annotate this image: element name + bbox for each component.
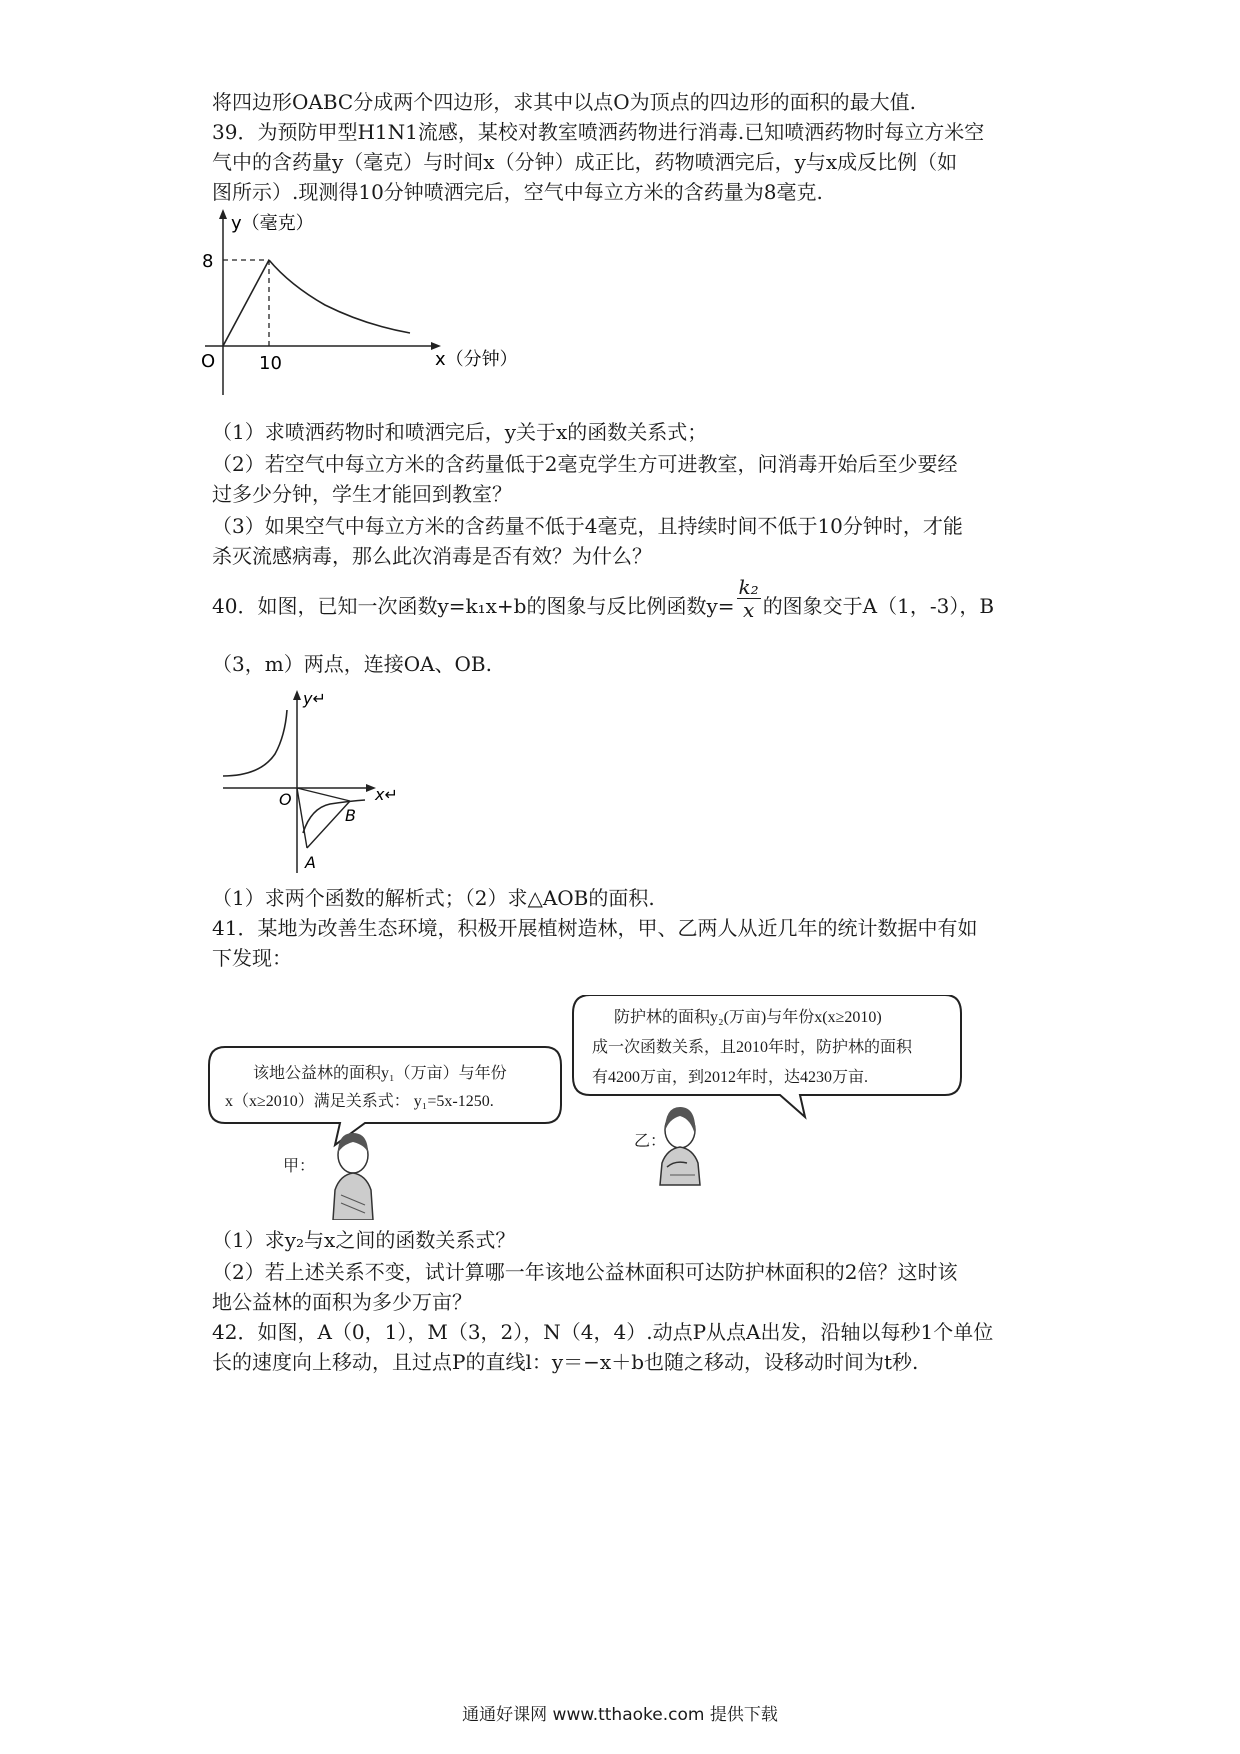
question-41-line-1: 41．某地为改善生态环境，积极开展植树造林，甲、乙两人从近几年的统计数据中有如 xyxy=(212,916,978,940)
x-axis-label: x↵ xyxy=(375,785,398,804)
question-42-line-2: 长的速度向上移动，且过点P的直线l：y＝−x＋b也随之移动，设移动时间为t秒. xyxy=(212,1350,919,1374)
x-tick-10: 10 xyxy=(259,353,282,374)
question-39-part-3b: 杀灭流感病毒，那么此次消毒是否有效？为什么？ xyxy=(212,544,652,568)
question-42-line-1: 42．如图，A（0，1），M（3，2），N（4，4）.动点P从点A出发，沿轴以每秒1个单位 xyxy=(212,1320,994,1344)
point-b-label: B xyxy=(345,806,356,825)
question-39-line-3: 图所示）.现测得10分钟喷洒完后，空气中每立方米的含药量为8毫克. xyxy=(212,180,823,204)
segment-oa xyxy=(297,788,307,848)
y-axis-label: y（毫克） xyxy=(231,213,314,234)
bubble-jia-line-1: 该地公益林的面积y₁（万亩）与年份 xyxy=(253,1065,507,1082)
hyperbola-branch-upper xyxy=(223,710,287,776)
bubble-yi-line-1: 防护林的面积y₂(万亩)与年份x(x≥2010) xyxy=(614,1009,882,1026)
bubble-yi-line-2: 成一次函数关系，且2010年时，防护林的面积 xyxy=(592,1039,913,1056)
question-39-part-2b: 过多少分钟，学生才能回到教室？ xyxy=(212,482,512,506)
question-39-line-2: 气中的含药量y（毫克）与时间x（分钟）成正比，药物喷洒完后，y与x成反比例（如 xyxy=(212,150,958,174)
text-line: 将四边形OABC分成两个四边形，求其中以点O为顶点的四边形的面积的最大值. xyxy=(212,90,916,114)
segment-ab xyxy=(307,801,350,848)
figure-39-graph xyxy=(195,205,595,415)
x-axis-label: x（分钟） xyxy=(435,349,518,370)
bubble-yi-line-3: 有4200万亩，到2012年时，达4230万亩. xyxy=(592,1069,869,1086)
bubble-jia-line-2: x（x≥2010）满足关系式： y₁=5x-1250. xyxy=(225,1093,494,1110)
segment-ob xyxy=(297,788,350,801)
origin-label: O xyxy=(201,351,216,372)
fraction-numerator: k₂ xyxy=(738,575,759,599)
fraction-denominator: x xyxy=(742,598,755,622)
question-41-part-2a: （2）若上述关系不变，试计算哪一年该地公益林面积可达防护林面积的2倍？这时该 xyxy=(212,1260,958,1284)
proportional-segment xyxy=(223,260,269,346)
question-40-text-a: 40．如图，已知一次函数y=k₁x+b的图象与反比例函数y= xyxy=(212,594,735,618)
question-40-parts: （1）求两个函数的解析式；（2）求△AOB的面积. xyxy=(212,886,655,910)
y-axis-arrow xyxy=(219,209,227,219)
girl-jia-illustration xyxy=(333,1133,373,1220)
question-41-part-1: （1）求y₂与x之间的函数关系式？ xyxy=(212,1228,516,1252)
question-40-text-b: 的图象交于A（1，-3），B xyxy=(762,594,995,618)
speaker-jia-label: 甲： xyxy=(283,1156,316,1175)
origin-label: O xyxy=(279,790,292,809)
footer-download-note: 通通好课网 www.tthaoke.com 提供下载 xyxy=(462,1705,778,1725)
point-a-label: A xyxy=(305,853,316,872)
question-41-line-2: 下发现： xyxy=(212,946,292,970)
question-40-line-2: （3，m）两点，连接OA、OB. xyxy=(212,652,492,676)
figure-40-graph xyxy=(215,688,415,878)
y-tick-8: 8 xyxy=(202,251,214,272)
question-40-line-1 xyxy=(212,575,995,622)
fraction-k2-over-x xyxy=(737,576,761,621)
speaker-yi-label: 乙： xyxy=(634,1131,667,1150)
question-39-part-1: （1）求喷洒药物时和喷洒完后，y关于x的函数关系式； xyxy=(212,420,708,444)
y-axis-arrow xyxy=(293,690,301,700)
question-39-part-2a: （2）若空气中每立方米的含药量低于2毫克学生方可进教室，问消毒开始后至少要经 xyxy=(212,452,958,476)
y-axis-label: y↵ xyxy=(303,689,326,708)
inverse-curve xyxy=(269,260,410,333)
question-39-part-3a: （3）如果空气中每立方米的含药量不低于4毫克，且持续时间不低于10分钟时，才能 xyxy=(212,514,963,538)
question-39-line-1: 39．为预防甲型H1N1流感，某校对教室喷洒药物进行消毒.已知喷洒药物时每立方米空 xyxy=(212,120,985,144)
question-41-part-2b: 地公益林的面积为多少万亩？ xyxy=(212,1290,472,1314)
